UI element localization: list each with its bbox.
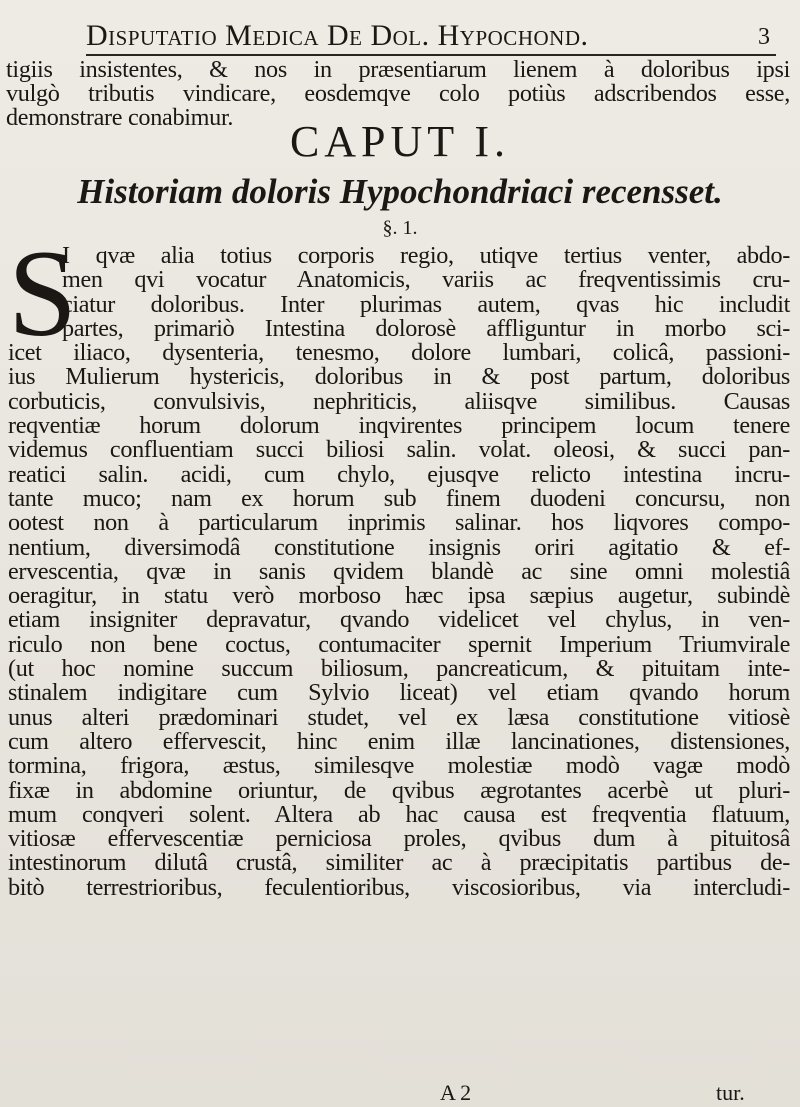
drop-cap: S — [8, 225, 77, 362]
text-line: tigiis insistentes, & nos in præsentiarum lienem à doloribus ipsi — [6, 56, 790, 83]
text-line: cum altero effervescit, hinc enim illæ lancinationes, distensiones, — [8, 727, 790, 755]
signature-mark: A 2 — [440, 1080, 472, 1105]
running-title: Disputatio Medica De Dol. Hypochond. — [86, 19, 589, 52]
text-line: bitò terrestrioribus, feculentioribus, viscosioribus, via intercludi- — [8, 873, 790, 901]
text-line: riculo non bene coctus, contumaciter spernit Imperium Triumvirale — [8, 630, 790, 658]
text-line: I qvæ alia totius corporis regio, utiqve tertius venter, abdo- — [62, 242, 790, 269]
text-line: mum conqveri solent. Altera ab hac causa est freqventia flatuum, — [8, 800, 790, 828]
text-line: fixæ in abdomine oriuntur, de qvibus ægrotantes acerbè ut pluri- — [8, 776, 790, 804]
text-line: demonstrare conabimur. — [6, 104, 234, 131]
page-footer — [0, 1080, 800, 1107]
catchword: tur. — [716, 1080, 745, 1105]
main-paragraph — [8, 225, 794, 901]
section-mark: §. 1. — [382, 217, 418, 239]
text-line: videmus confluentiam succi biliosi salin. volat. oleosi, & succi pan- — [8, 436, 790, 464]
text-line: icet iliaco, dysenteria, tenesmo, dolore lumbari, colicâ, passioni- — [8, 339, 790, 367]
page-number: 3 — [758, 24, 770, 50]
text-line: (ut hoc nomine succum biliosum, pancreaticum, & pituitam inte- — [8, 655, 790, 683]
text-line: reatici salin. acidi, cum chylo, ejusqve relicto intestina incru- — [8, 460, 790, 488]
text-line: tormina, frigora, æstus, similesqve molestiæ modò vagæ modò — [8, 752, 790, 780]
chapter-title: CAPUT I. — [289, 117, 511, 166]
text-line: oeragitur, in statu verò morboso hæc ipsa sæpius augetur, subindè — [8, 582, 790, 610]
chapter-subtitle: Historiam doloris Hypochondriaci recensset. — [77, 172, 723, 211]
text-line: nentium, diversimodâ constitutione insignis oriri agitatio & ef- — [8, 533, 790, 561]
text-line: unus alteri prædominari studet, vel ex læsa constitutione vitiosè — [8, 703, 790, 731]
text-line: vitiosæ effervescentiæ perniciosa proles, qvibus dum à pituitosâ — [8, 825, 790, 853]
text-line: corbuticis, convulsivis, nephriticis, aliisqve similibus. Causas — [8, 387, 790, 415]
text-line: etiam insigniter depravatur, qvando videlicet vel chylus, in ven- — [8, 606, 790, 634]
text-line: ciatur doloribus. Inter plurimas autem, qvas hic includit — [62, 290, 790, 318]
text-line: partes, primariò Intestina dolorosè affliguntur in morbo sci- — [62, 314, 790, 342]
text-line: ootest non à particularum inprimis salinar. hos liqvores compo- — [8, 509, 790, 537]
text-line: stinalem indigitare cum Sylvio liceat) vel etiam qvando horum — [8, 679, 790, 707]
text-line: ervescentia, qvæ in sanis qvidem blandè ac sine omni molestiâ — [8, 557, 790, 585]
text-line: ius Mulierum hystericis, doloribus in & post partum, doloribus — [8, 363, 790, 391]
text-line: vulgò tributis vindicare, eosdemqve colo potiùs adscribendos esse, — [6, 80, 790, 107]
running-head — [86, 10, 776, 56]
text-line: tante muco; nam ex horum sub finem duodeni concursu, non — [8, 484, 790, 512]
text-line: men qvi vocatur Anatomicis, variis ac freqventissimis cru- — [62, 266, 790, 294]
text-line: intestinorum dilutâ crustâ, similiter ac à præcipitatis partibus de- — [8, 849, 790, 877]
text-line: reqventiæ horum dolorum inqvirentes principem locum tenere — [8, 412, 790, 440]
